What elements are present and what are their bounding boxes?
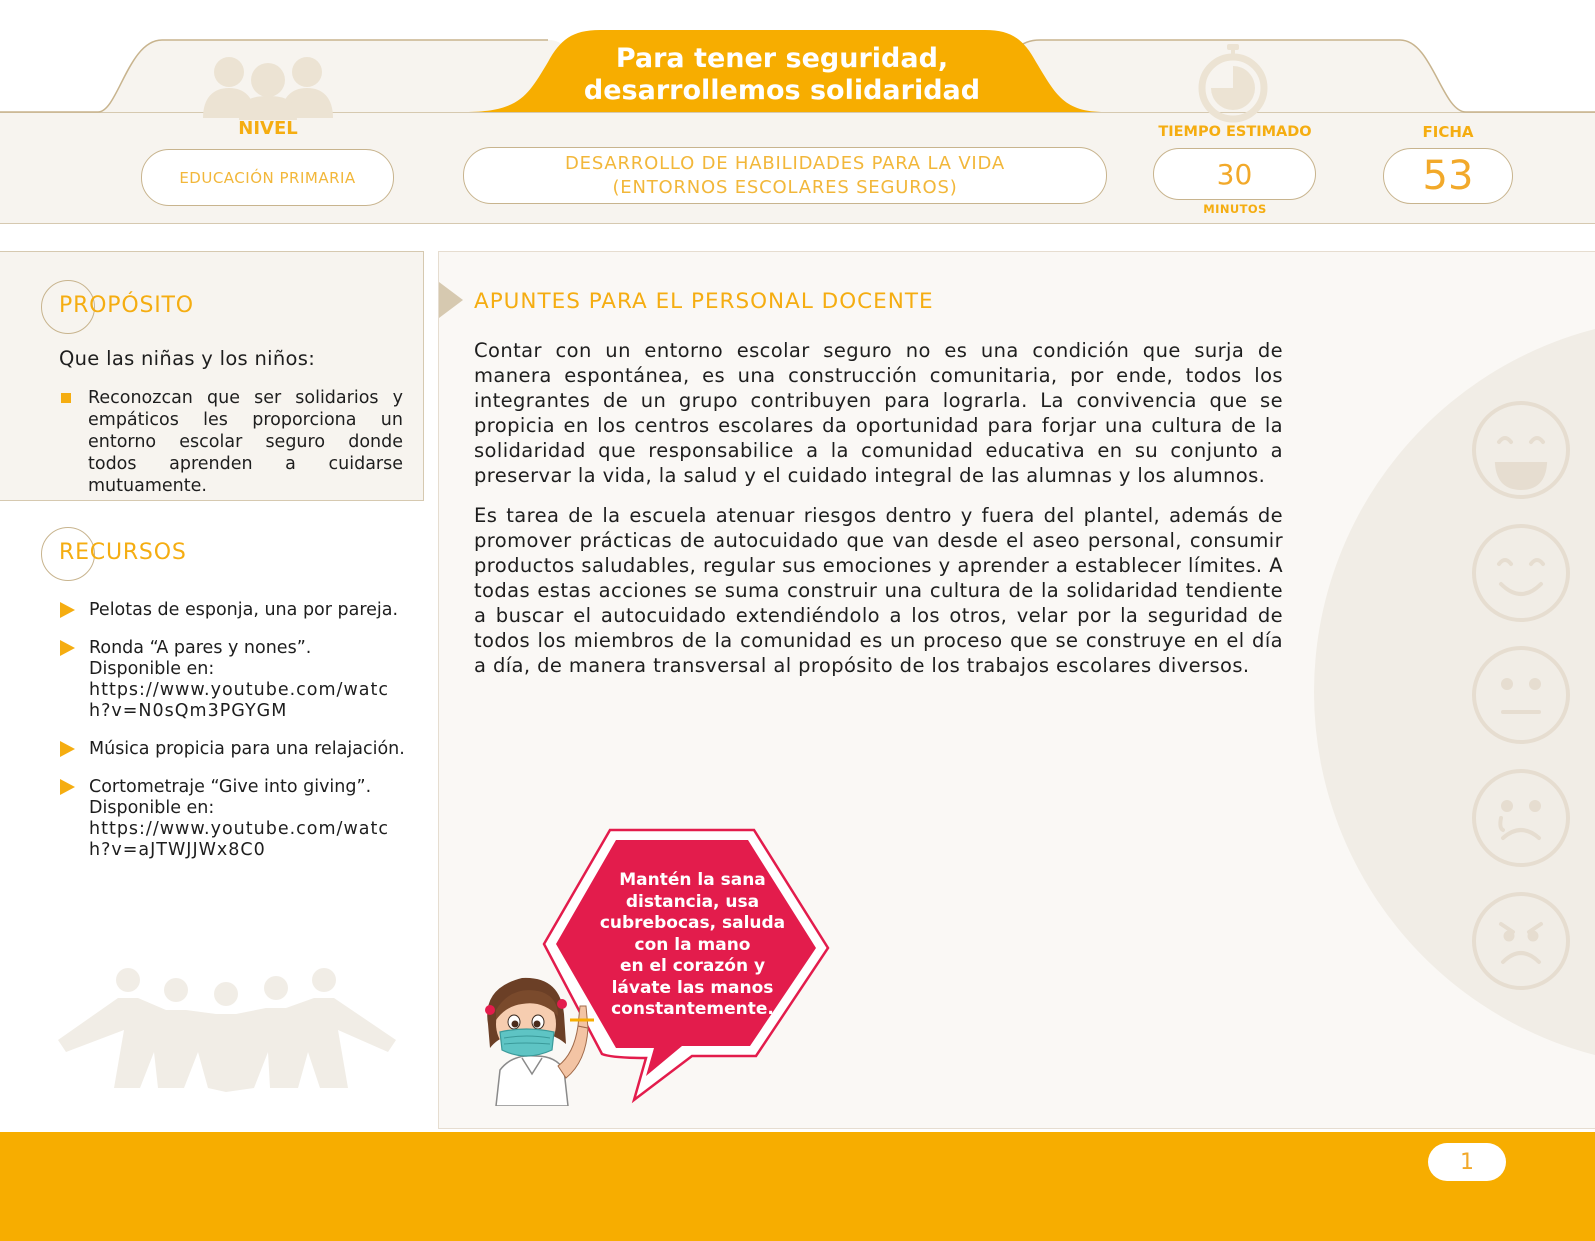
resource-link[interactable]: https://www.youtube.com/watch?v=aJTWJJWx8C0 <box>89 819 389 860</box>
bubble-line: cubrebocas, saluda <box>599 913 786 933</box>
title-line-1: Para tener seguridad, <box>615 43 949 74</box>
bullet-square-icon <box>61 393 71 403</box>
bubble-line: distancia, usa <box>625 891 760 912</box>
proposito-title: PROPÓSITO <box>59 293 194 318</box>
tiempo-label: TIEMPO ESTIMADO <box>1158 124 1312 140</box>
bubble-line: con la mano <box>634 934 751 955</box>
resources-list <box>59 600 411 878</box>
resource-text: Cortometraje “Give into giving”. <box>89 777 372 797</box>
triangle-bullet-icon <box>60 640 75 656</box>
bubble-message <box>580 870 805 1021</box>
resource-text: Ronda “A pares y nones”. <box>89 638 312 658</box>
resource-item <box>59 638 411 722</box>
apuntes-title: APUNTES PARA EL PERSONAL DOCENTE <box>474 289 934 314</box>
apuntes-paragraph-2: Es tarea de la escuela atenuar riesgos dentro y fuera del plantel, además de promover prácticas de autocuidado que van desde el aseo personal, consumir productos saludables, regular sus emociones y aprender a establecer límites. A todas estas acciones se suma construir una cultura de la solidaridad tendiente a buscar el autocuidado extendiéndolo a los otros, velar por la seguridad de todos los miembros de la comunidad es un proceso que se construye en el día a día, de manera transversal al propósito de los trabajos escolares diversos. <box>474 504 1283 677</box>
triangle-bullet-icon <box>60 741 75 757</box>
title-line-2: desarrollemos solidaridad <box>583 75 981 106</box>
people-chain-icon <box>58 960 398 1100</box>
tiempo-unit: MINUTOS <box>1203 202 1267 216</box>
stopwatch-icon <box>1197 44 1269 124</box>
page-title <box>478 38 1086 112</box>
footer-band <box>0 1132 1595 1241</box>
people-icon <box>203 52 333 120</box>
ficha-number: 53 <box>1383 148 1513 204</box>
girl-with-mask-illustration <box>482 970 612 1106</box>
resource-link[interactable]: https://www.youtube.com/watch?v=N0sQm3PGYGM <box>89 680 389 721</box>
proposito-intro: Que las niñas y los niños: <box>59 347 316 370</box>
ficha-label: FICHA <box>1422 123 1474 141</box>
tema-line-1: DESARROLLO DE HABILIDADES PARA LA VIDA <box>564 152 1005 174</box>
bubble-line: constantemente. <box>611 999 774 1019</box>
apuntes-body <box>474 338 1283 693</box>
proposito-bullet: Reconozcan que ser solidarios y empáticos les proporciona un entorno escolar seguro donde todos aprenden a cuidarse mutuamente. <box>88 388 403 496</box>
nivel-label: NIVEL <box>238 118 298 139</box>
triangle-bullet-icon <box>60 602 75 618</box>
recursos-title: RECURSOS <box>59 540 187 565</box>
resource-item <box>59 777 411 861</box>
bubble-line: lávate las manos <box>611 977 774 998</box>
nivel-value: EDUCACIÓN PRIMARIA <box>141 149 394 206</box>
tema-line-2: (ENTORNOS ESCOLARES SEGUROS) <box>612 176 958 198</box>
resource-availability: Disponible en: <box>89 798 215 818</box>
resource-text: Música propicia para una relajación. <box>89 739 405 759</box>
resource-text: Pelotas de esponja, una por pareja. <box>89 600 399 620</box>
apuntes-paragraph-1: Contar con un entorno escolar seguro no es una condición que surja de manera espontánea, es una construcción comunitaria, por ende, todos los integrantes de un grupo contribuyen para lograrla. La convivencia que se propicia en los centros escolares da oportunidad para forjar una cultura de la solidaridad que responsabilice a la comunidad educativa en su conjunto a preservar la vida, la salud y el cuidado integral de las alumnas y los alumnos. <box>474 339 1283 487</box>
resource-availability: Disponible en: <box>89 659 215 679</box>
resource-item <box>59 739 411 760</box>
resource-item <box>59 600 411 621</box>
bubble-line: Mantén la sana <box>619 870 766 890</box>
tiempo-value: 30 <box>1153 148 1316 200</box>
triangle-bullet-icon <box>60 779 75 795</box>
tema-box <box>463 147 1107 204</box>
page-number: 1 <box>1428 1143 1506 1181</box>
bubble-line: en el corazón y <box>619 956 766 976</box>
